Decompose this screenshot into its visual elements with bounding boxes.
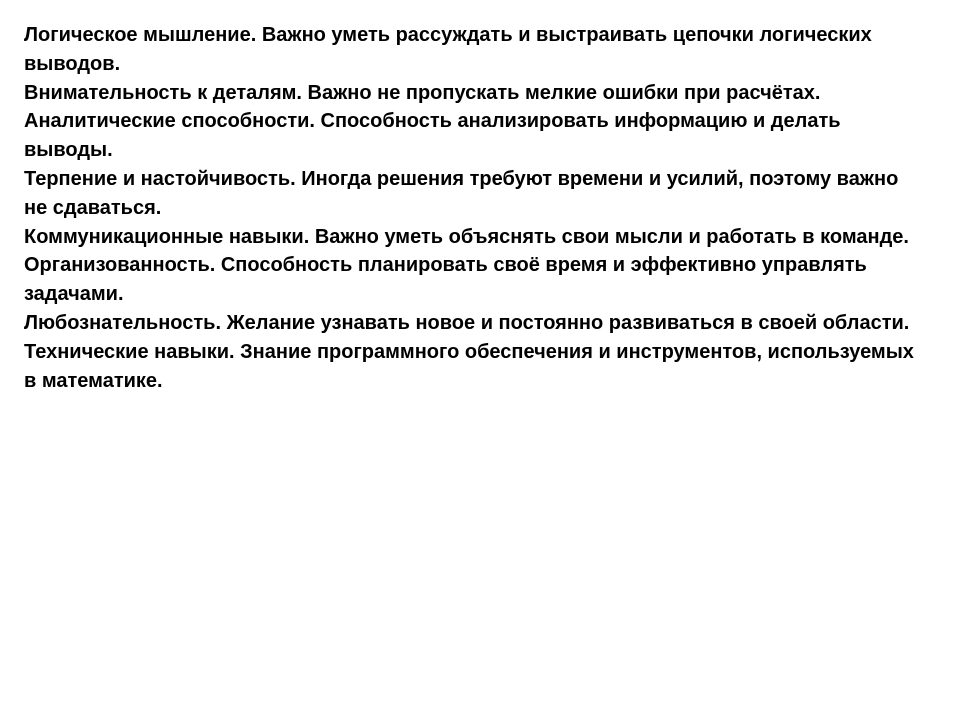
paragraph-logical-thinking: Логическое мышление. Важно уметь рассуждать и выстраивать цепочки логических выводов. [24, 24, 872, 75]
paragraph-organization: Организованность. Способность планировать своё время и эффективно управлять задачами. [24, 254, 867, 306]
paragraph-communication-skills: Коммуникационные навыки. Важно уметь объяснять свои мысли и работать в команде. [24, 225, 909, 248]
paragraph-patience-persistence: Терпение и настойчивость. Иногда решения требуют времени и усилий, поэтому важно не сдаваться. [24, 167, 899, 219]
paragraph-curiosity: Любознательность. Желание узнавать новое и постоянно развиваться в своей области. [24, 311, 910, 334]
text-block [24, 21, 924, 395]
paragraph-technical-skills: Технические навыки. Знание программного обеспечения и инструментов, используемых в математике. [24, 340, 914, 392]
paragraph-attention-to-detail: Внимательность к деталям. Важно не пропускать мелкие ошибки при расчётах. [24, 81, 821, 104]
paragraph-analytical-skills: Аналитические способности. Способность анализировать информацию и делать выводы. [24, 110, 841, 162]
